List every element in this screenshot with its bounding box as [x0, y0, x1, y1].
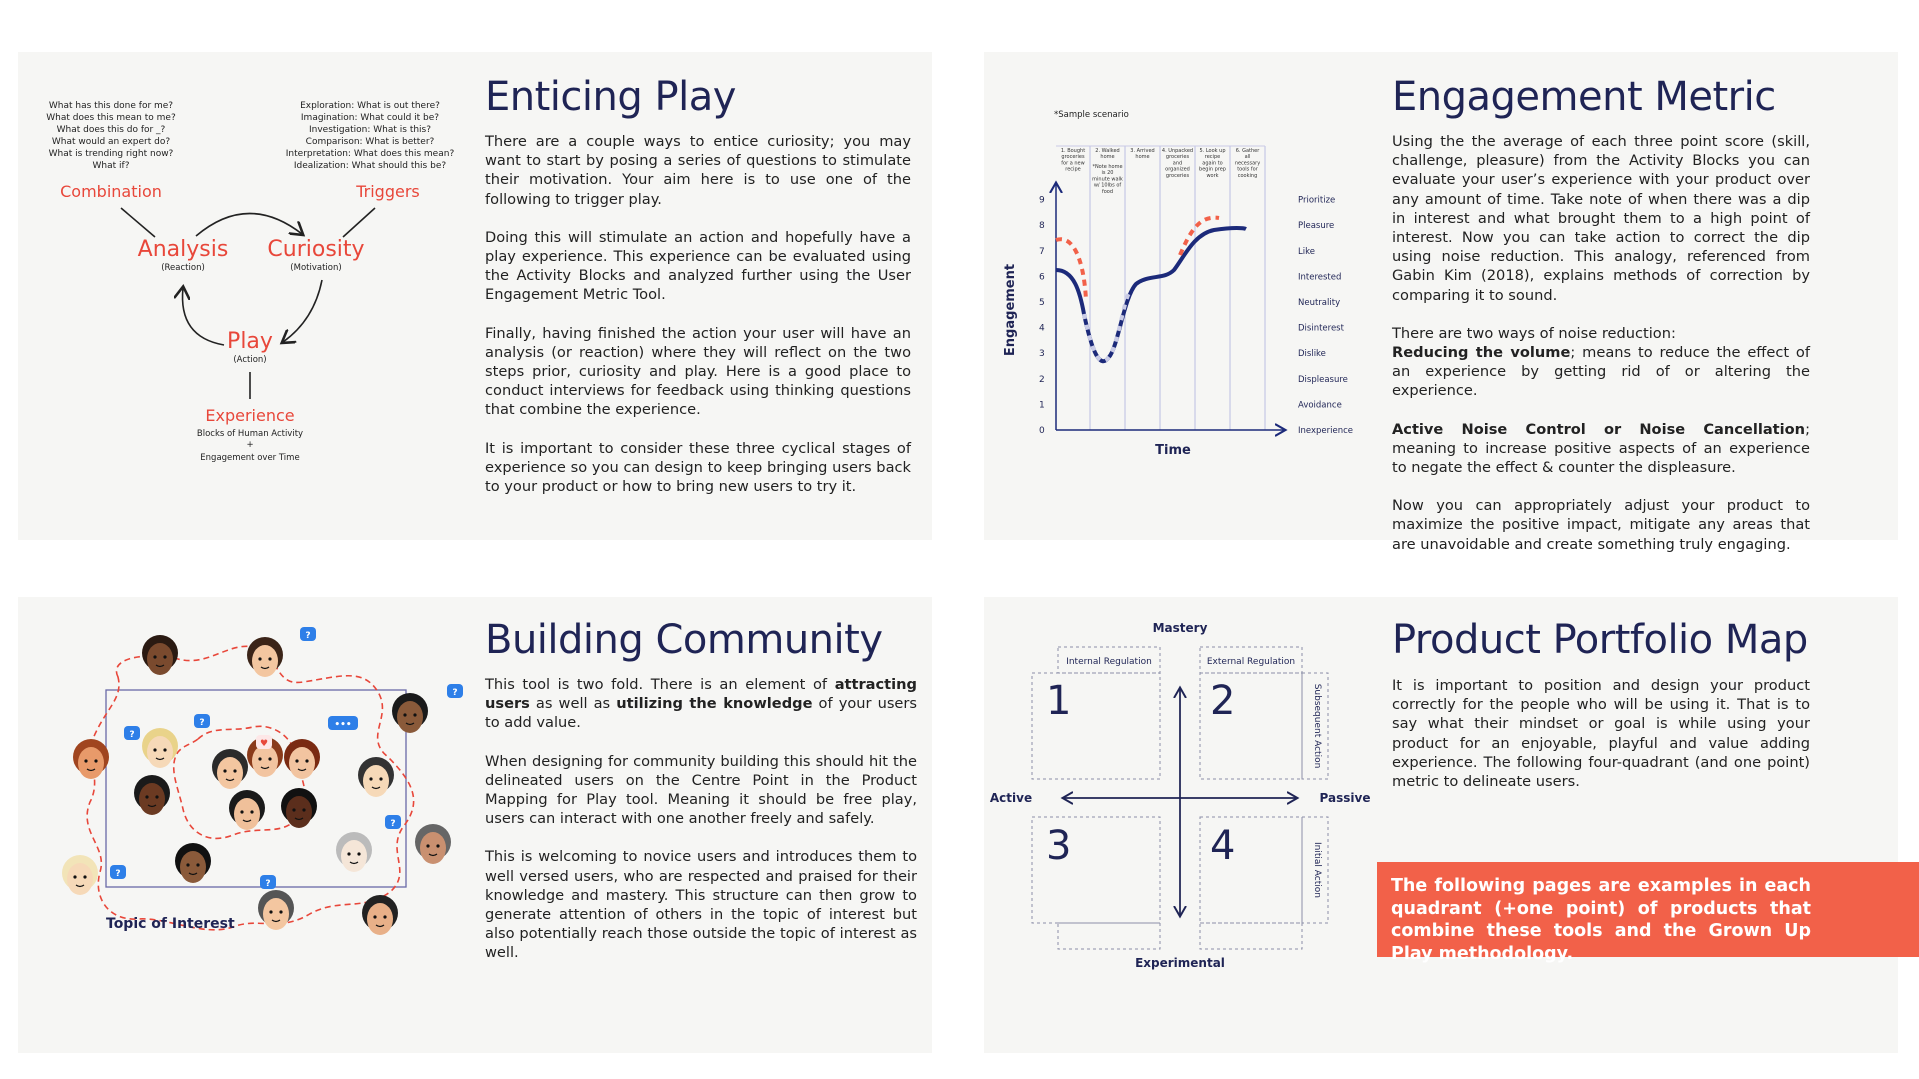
panel-building-community — [18, 597, 932, 1053]
svg-text:?: ? — [452, 688, 458, 698]
svg-text:Exploration: What is out there: Exploration: What is out there? — [300, 101, 440, 111]
level-label: Dislike — [1298, 349, 1326, 360]
heart-bubble-icon — [256, 735, 272, 749]
analysis-label: Analysis — [137, 237, 229, 262]
svg-text:?: ? — [199, 718, 205, 728]
level-label: Like — [1298, 246, 1315, 257]
y-tick-label: 2 — [1039, 374, 1045, 385]
panel-body: This tool is two fold. There is an element of attracting users as well as utilizing the knowledge of your users to add value. When designing for community building this should hit the delineated users on the Centre Point in the Product Mapping for Play tool. Meaning it should be free play, users can interact with one another freely and safely. This is welcoming to novice users and introduces them to well versed users, who are respected and praised for their knowledge and mastery. This structure can then grow to generate attention of others in the topic of interest but also potentially reach those outside the topic of interest as well. — [485, 676, 917, 962]
svg-text:Blocks of Human Activity: Blocks of Human Activity — [196, 429, 304, 439]
x-axis-label: Time — [1155, 443, 1191, 458]
avatar — [284, 739, 320, 779]
step-note: minute walk — [1092, 176, 1123, 183]
y-axis-label: Engagement — [1003, 263, 1018, 357]
step-note: w/ 10lbs of — [1093, 182, 1122, 189]
svg-text:Investigation: What is this?: Investigation: What is this? — [308, 125, 432, 135]
svg-text:What does this do for _?: What does this do for _? — [56, 125, 166, 135]
sample-label: *Sample scenario — [1054, 110, 1129, 120]
avatar — [175, 843, 211, 883]
step-label: begin prep — [1199, 166, 1226, 173]
level-label: Neutrality — [1298, 298, 1341, 308]
step-label: 5. Look up — [1199, 148, 1226, 154]
svg-text:•••: ••• — [334, 720, 352, 730]
quadrant-2: 2 — [1210, 678, 1236, 724]
svg-text:External Regulation: External Regulation — [1206, 657, 1296, 667]
step-note: *Note home — [1092, 164, 1123, 170]
quadrant-4: 4 — [1210, 823, 1236, 869]
avatar — [258, 890, 294, 930]
svg-text:What would an expert do?: What would an expert do? — [51, 137, 171, 147]
svg-text:What if?: What if? — [92, 161, 130, 171]
svg-text:?: ? — [129, 730, 135, 740]
step-label: groceries — [1061, 154, 1085, 161]
svg-text:Subsequent Action: Subsequent Action — [1312, 683, 1322, 769]
y-tick-label: 5 — [1039, 298, 1045, 308]
panel-portfolio-map — [984, 597, 1898, 1053]
triggers-label: Triggers — [356, 182, 420, 201]
experience-label: Experience — [205, 406, 295, 425]
svg-text:Active: Active — [989, 791, 1033, 805]
chat-bubble-icon — [194, 714, 210, 728]
panel-body: Using the the average of each three point score (skill, challenge, pleasure) from the Activity Blocks you can evaluate your user’s experience with your product over any amount of time. Take note of when there was a dip in interest and what brought them to a high point of interest. Now you can take action to correct the dip using noise reduction. This analogy, referenced from Gabin Kim (2018), explains methods of correction by comparing it to sound. There are two ways of noise reduction: Reducing the volume; means to reduce the effect of an experience by getting rid of or altering the experience. Active Noise Control or Noise Cancellation; meaning to increase positive aspects of an experience to negate the effect & counter the displeasure. Now you can appropriately adjust your product to maximize the positive impact, mitigate any areas that are unavoidable and create something truly engaging. — [1392, 133, 1810, 553]
svg-text:Interpretation: What does this: Interpretation: What does this mean? — [285, 149, 455, 159]
svg-text:Idealization: What should this: Idealization: What should this be? — [293, 161, 447, 171]
combination-label: Combination — [60, 182, 162, 201]
svg-text:What has this done for me?: What has this done for me? — [48, 101, 174, 111]
step-label: groceries — [1165, 154, 1190, 161]
right-questions — [286, 101, 455, 171]
step-label: for a new — [1061, 160, 1085, 167]
level-label: Pleasure — [1298, 221, 1335, 232]
left-questions — [46, 101, 176, 171]
light-dashed-overlay — [1084, 292, 1130, 361]
step-label: organized — [1165, 166, 1190, 173]
step-label: cooking — [1237, 172, 1258, 179]
avatar — [62, 855, 98, 895]
step-label: work — [1206, 172, 1219, 179]
svg-text:Mastery: Mastery — [1152, 621, 1208, 635]
avatar — [142, 728, 178, 768]
svg-text:?: ? — [115, 869, 121, 879]
panel-body: It is important to position and design your product correctly for the people who will be using it. That is to say what their mindset or goal is while using your product for an enjoyable, playful and value adding experience. The following four-quadrant (and one point) metric to delineate users. — [1392, 677, 1810, 791]
callout-text: The following pages are examples in each quadrant (+one point) of products that combine these tools and the Grown Up Play methodology. — [1391, 876, 1811, 964]
svg-text:(Reaction): (Reaction) — [161, 263, 205, 273]
step-note: is 20 — [1101, 170, 1114, 177]
svg-text:What does this mean to me?: What does this mean to me? — [46, 113, 176, 123]
panel-title: Enticing Play — [485, 74, 736, 120]
step-label: 1. Bought — [1060, 148, 1086, 154]
level-label: Disinterest — [1298, 323, 1344, 334]
chat-bubble-icon — [385, 815, 401, 829]
y-tick-label: 9 — [1039, 195, 1045, 206]
svg-text:Passive: Passive — [1319, 791, 1371, 805]
level-label: Interested — [1298, 272, 1342, 283]
svg-text:Experimental: Experimental — [1135, 956, 1225, 970]
y-tick-label: 0 — [1039, 426, 1045, 436]
quadrant-3: 3 — [1046, 823, 1072, 869]
svg-text:?: ? — [265, 879, 271, 889]
chat-bubble-icon — [260, 875, 276, 889]
step-label: 2. Walked — [1095, 148, 1120, 154]
step-label: again to — [1202, 160, 1223, 167]
step-label: recipe — [1065, 166, 1081, 173]
avatar — [358, 757, 394, 797]
step-label: groceries — [1165, 172, 1190, 179]
svg-text:Imagination: What could it be?: Imagination: What could it be? — [300, 113, 440, 123]
avatar — [229, 790, 265, 830]
y-tick-label: 8 — [1039, 221, 1045, 232]
y-tick-label: 3 — [1039, 349, 1045, 360]
level-label: Inexperience — [1298, 426, 1354, 436]
curiosity-label: Curiosity — [267, 237, 365, 262]
svg-text:Internal Regulation: Internal Regulation — [1066, 657, 1152, 667]
avatar — [134, 775, 170, 815]
svg-text:♥: ♥ — [259, 739, 269, 749]
play-label: Play — [227, 329, 273, 354]
chat-bubble-icon — [328, 716, 358, 730]
chat-bubble-icon — [447, 684, 463, 698]
panel-engagement-metric — [984, 52, 1898, 553]
step-label: tools for — [1237, 166, 1258, 173]
panel-title: Product Portfolio Map — [1392, 617, 1808, 663]
y-tick-label: 6 — [1039, 272, 1045, 283]
step-note: food — [1101, 188, 1114, 195]
panel-title: Building Community — [485, 617, 883, 663]
y-tick-label: 1 — [1039, 400, 1045, 411]
avatar — [415, 824, 451, 864]
svg-text:+: + — [246, 440, 254, 450]
svg-text:Comparison: What is better?: Comparison: What is better? — [305, 137, 435, 147]
community-diagram — [18, 597, 478, 1053]
level-label: Avoidance — [1298, 400, 1342, 411]
avatar — [392, 693, 428, 733]
svg-text:Engagement over Time: Engagement over Time — [200, 453, 300, 463]
panel-title: Engagement Metric — [1392, 74, 1776, 120]
chat-bubble-icon — [110, 865, 126, 879]
chat-bubble-icon — [300, 627, 316, 641]
step-label: home — [1135, 154, 1150, 161]
avatar — [281, 788, 317, 828]
step-label: necessary — [1234, 160, 1261, 167]
avatar — [212, 749, 248, 789]
avatar — [142, 635, 178, 675]
step-label: recipe — [1204, 154, 1221, 161]
svg-text:(Action): (Action) — [233, 355, 267, 365]
step-label: 6. Gather — [1235, 148, 1260, 154]
examples-callout — [1377, 862, 1919, 964]
step-label: 3. Arrived — [1130, 148, 1155, 154]
svg-text:(Motivation): (Motivation) — [290, 263, 342, 273]
quadrant-1: 1 — [1046, 678, 1072, 724]
svg-text:Initial Action: Initial Action — [1312, 842, 1322, 898]
avatar — [73, 739, 109, 779]
svg-text:What is trending right now?: What is trending right now? — [48, 149, 174, 159]
step-label: home — [1100, 154, 1115, 161]
panel-enticing-play — [18, 52, 932, 540]
avatar — [336, 832, 372, 872]
y-tick-label: 4 — [1039, 323, 1045, 334]
chat-bubble-icon — [124, 726, 140, 740]
panel-body: There are a couple ways to entice curiosity; you may want to start by posing a series of questions to stimulate their motivation. Your aim here is to use one of the following to trigger play. Doing this will stimulate an action and hopefully have a play experience. This experience can be evaluated using the Activity Blocks and analyzed further using the User Engagement Metric Tool. Finally, having finished the action your user will have an analysis (or reaction) where they will reflect on the two steps prior, curiosity and play. Here is a good place to conduct interviews for feedback using thinking questions that combine the experience. It is important to consider these three cyclical stages of experience so you can design to keep bringing users back to your product or how to bring new users to try it. — [485, 133, 911, 496]
svg-text:?: ? — [390, 819, 396, 829]
topic-label: Topic of Interest — [106, 916, 235, 932]
step-label: 4. Unpacked — [1161, 148, 1194, 154]
level-label: Displeasure — [1298, 374, 1348, 385]
avatar — [247, 637, 283, 677]
y-tick-label: 7 — [1039, 246, 1045, 257]
step-label: and — [1172, 160, 1183, 167]
step-label: all — [1244, 154, 1251, 161]
portfolio-map — [984, 597, 1384, 1053]
level-label: Prioritize — [1298, 195, 1336, 206]
avatar — [362, 895, 398, 935]
svg-text:?: ? — [305, 631, 311, 641]
